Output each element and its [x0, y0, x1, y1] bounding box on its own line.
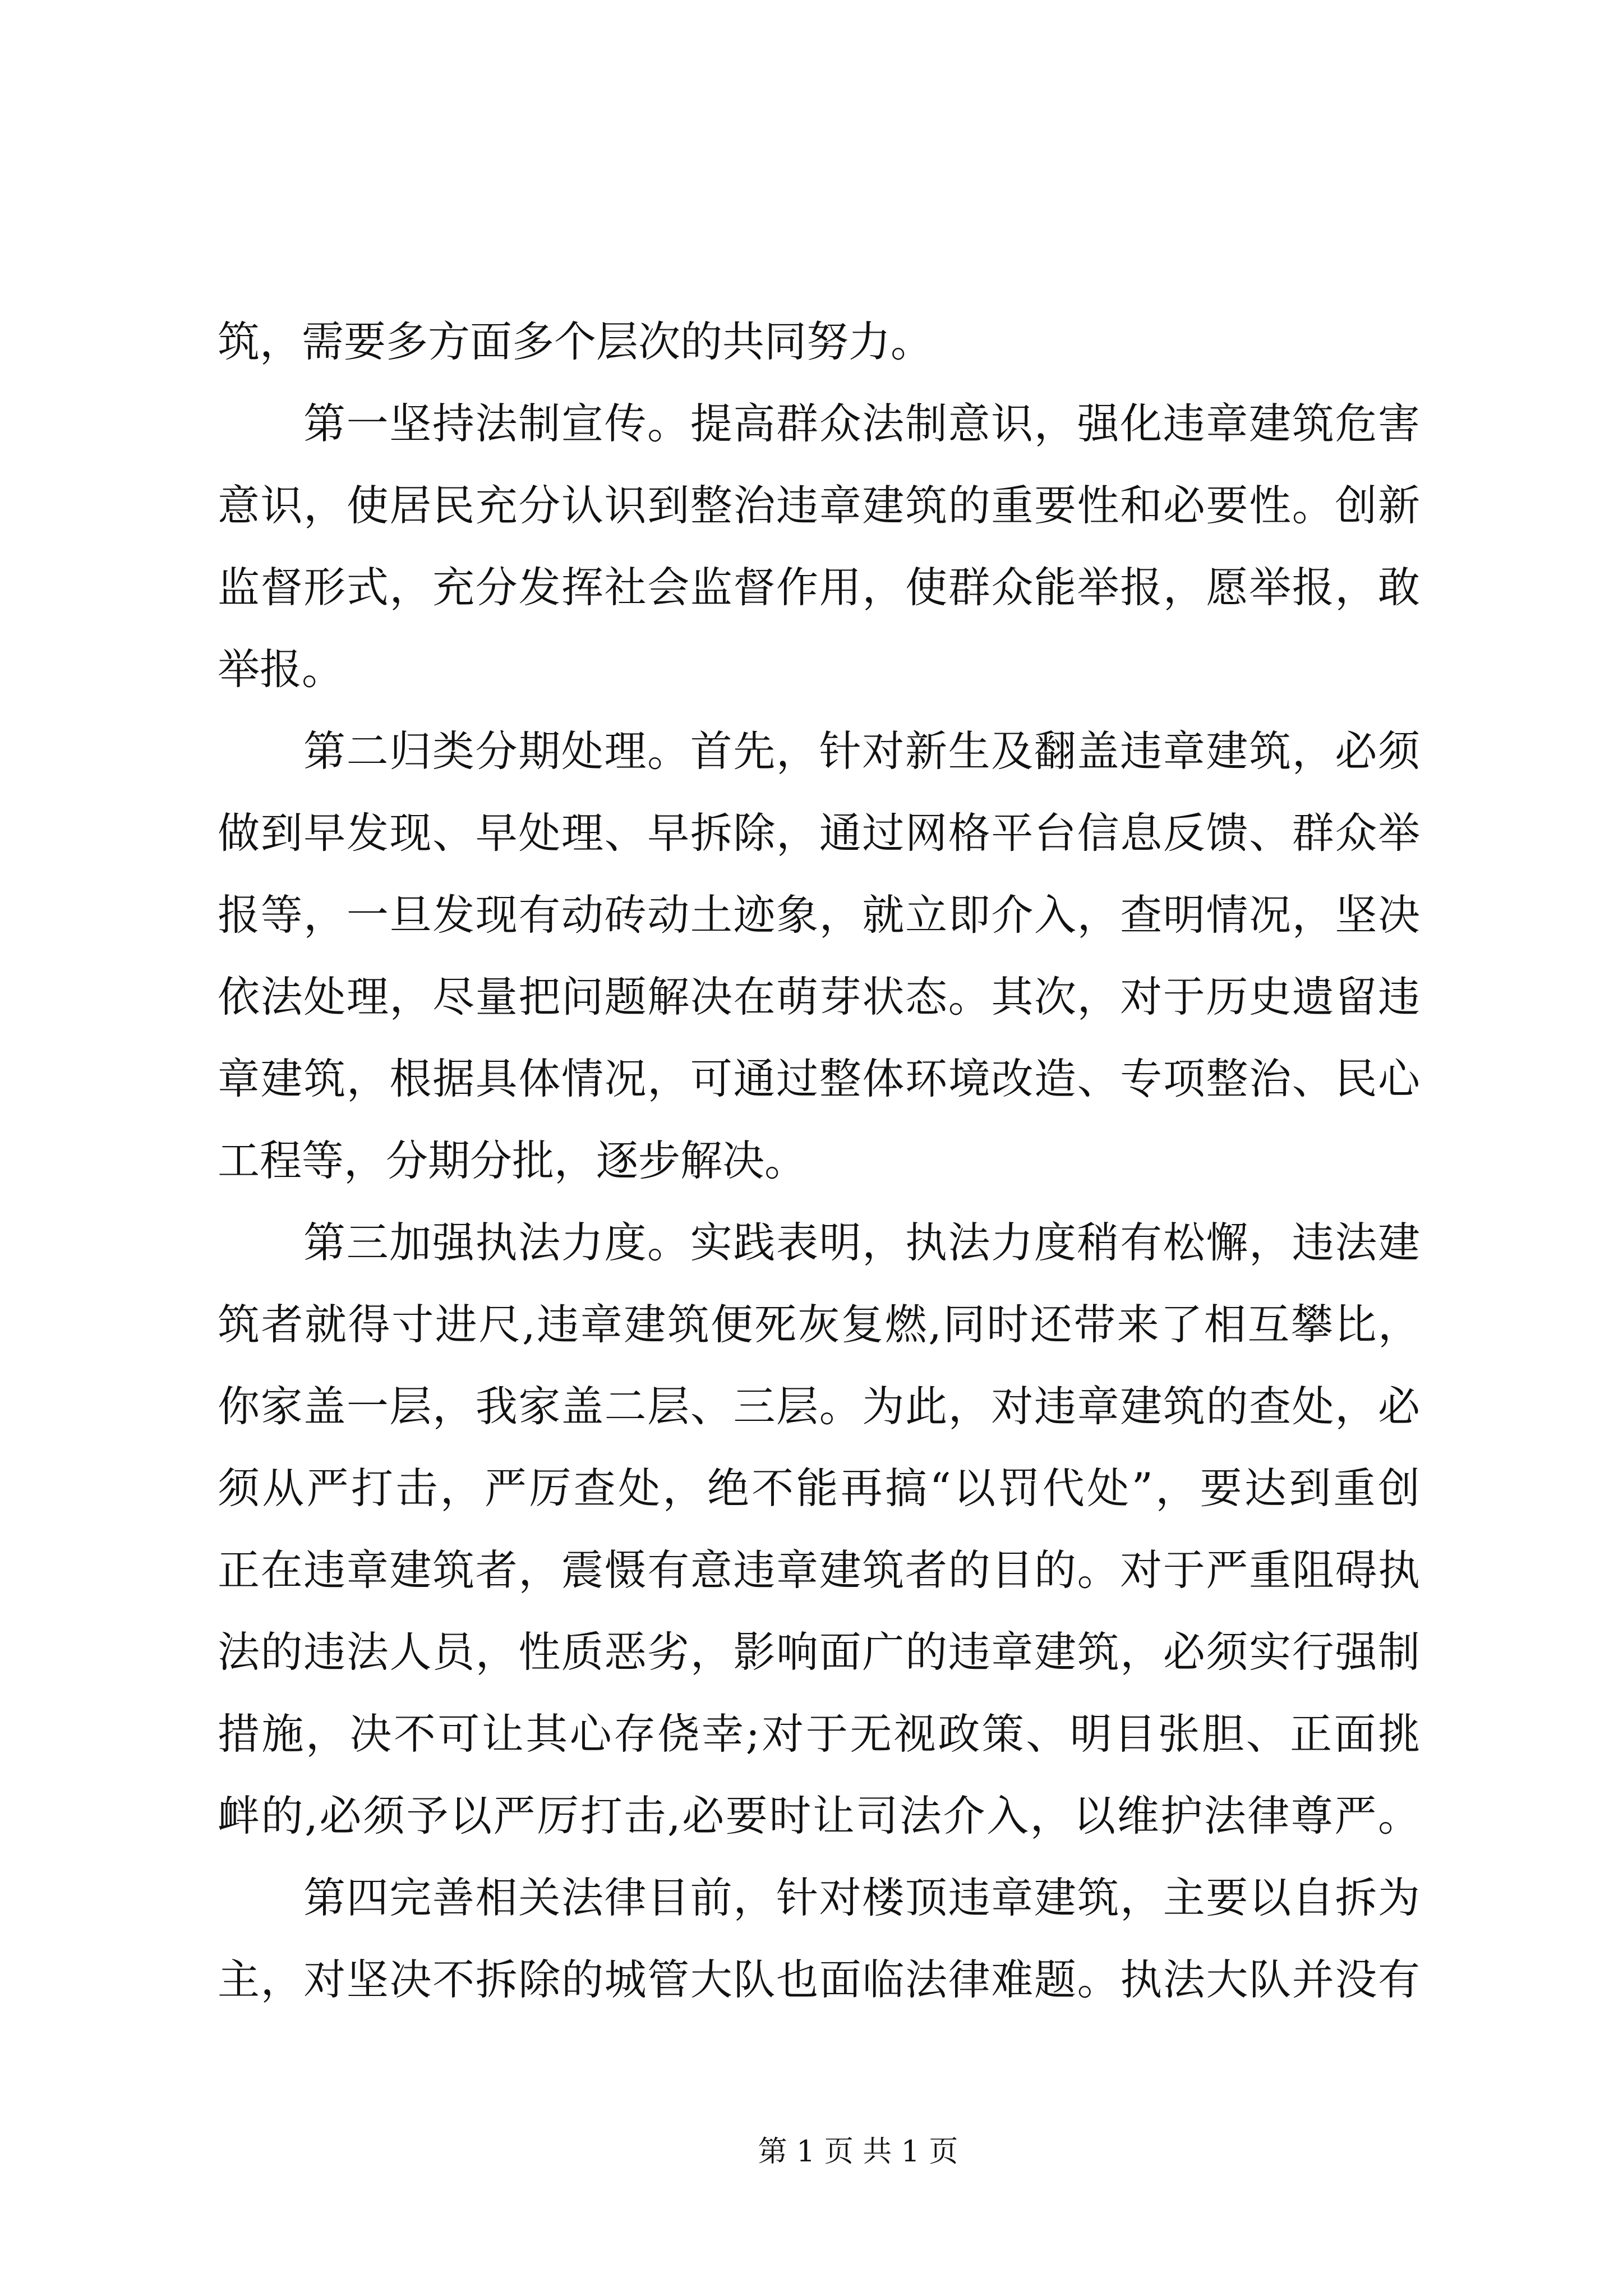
- paragraph-second-point: [218, 710, 1420, 1202]
- text-line: 正在违章建筑者，震慑有意违章建筑者的目的。对于严重阻碍执: [218, 1545, 1420, 1595]
- paragraph-continued: [218, 301, 1420, 383]
- text-line: 法的违法人员，性质恶劣，影响面广的违章建筑，必须实行强制: [218, 1627, 1420, 1677]
- text-line: 衅的,必须予以严厉打击,必要时让司法介入，以维护法律尊严。: [218, 1791, 1420, 1841]
- text-line: 第三加强执法力度。实践表明，执法力度稍有松懈，违法建: [303, 1218, 1420, 1267]
- text-line: 依法处理，尽量把问题解决在萌芽状态。其次，对于历史遗留违: [218, 972, 1420, 1022]
- text-line: 你家盖一层，我家盖二层、三层。为此，对违章建筑的查处，必: [218, 1382, 1420, 1431]
- text-line: 主，对坚决不拆除的城管大队也面临法律难题。执法大队并没有: [218, 1955, 1420, 2004]
- page-number-footer: 第 1 页 共 1 页: [758, 2135, 958, 2169]
- paragraph-fourth-point: [218, 1857, 1420, 2021]
- text-line: 报等，一旦发现有动砖动土迹象，就立即介入，查明情况，坚决: [218, 890, 1420, 940]
- text-line: 工程等，分期分批，逐步解决。: [218, 1136, 807, 1185]
- text-line: 第四完善相关法律目前，针对楼顶违章建筑，主要以自拆为: [303, 1873, 1420, 1922]
- text-line: 筑者就得寸进尺,违章建筑便死灰复燃,同时还带来了相互攀比，: [218, 1300, 1420, 1349]
- paragraph-third-point: [218, 1202, 1420, 1857]
- text-line: 举报。: [218, 645, 344, 694]
- text-line: 第一坚持法制宣传。提高群众法制意识，强化违章建筑危害: [303, 399, 1420, 448]
- text-line: 第二归类分期处理。首先，针对新生及翻盖违章建筑，必须: [303, 726, 1420, 776]
- text-line: 筑，需要多方面多个层次的共同努力。: [218, 317, 933, 366]
- paragraph-first-point: [218, 383, 1420, 710]
- text-line: 章建筑，根据具体情况，可通过整体环境改造、专项整治、民心: [218, 1054, 1420, 1103]
- text-line: 意识，使居民充分认识到整治违章建筑的重要性和必要性。创新: [218, 481, 1420, 530]
- text-line: 须从严打击，严厉查处，绝不能再搞“以罚代处”，要达到重创: [218, 1464, 1420, 1513]
- document-body: [218, 301, 1420, 2021]
- text-line: 措施，决不可让其心存侥幸;对于无视政策、明目张胆、正面挑: [218, 1709, 1420, 1759]
- text-line: 监督形式，充分发挥社会监督作用，使群众能举报，愿举报，敢: [218, 563, 1420, 612]
- text-line: 做到早发现、早处理、早拆除，通过网格平台信息反馈、群众举: [218, 808, 1420, 858]
